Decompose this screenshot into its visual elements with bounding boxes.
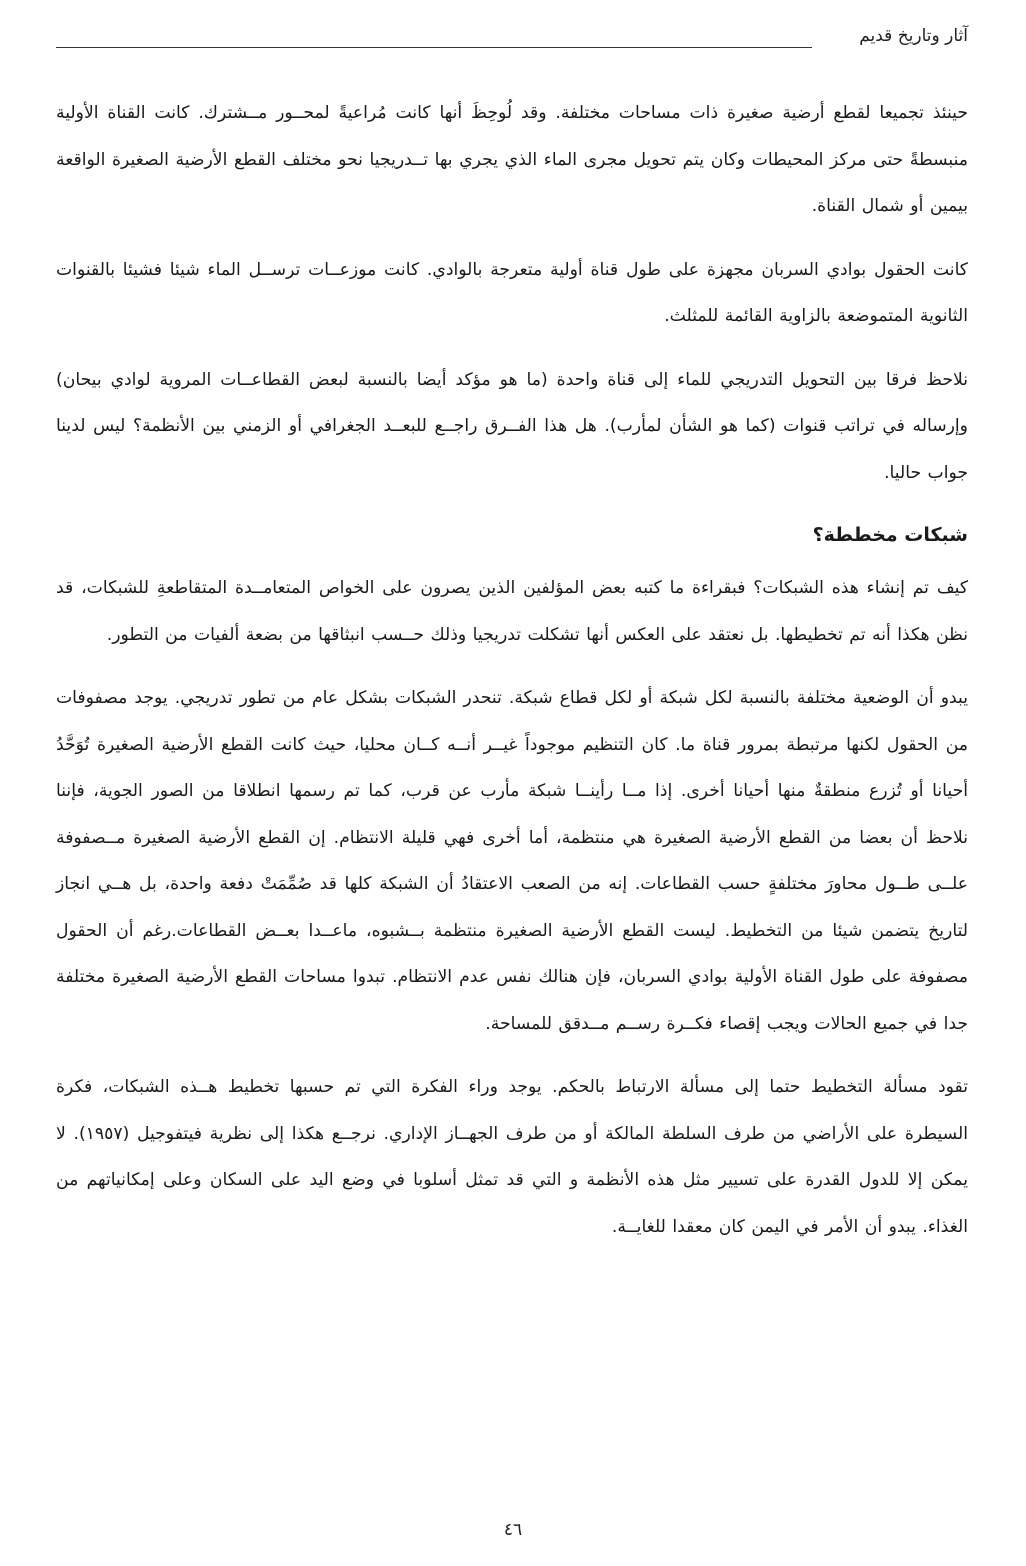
paragraph: تقود مسألة التخطيط حتما إلى مسألة الارتباط بالحكم. يوجد وراء الفكرة التي تم حسبها تخطيط هــذه الشبكات، فكرة السيطرة على الأراضي من طرف السلطة المالكة أو من طرف الجهــاز الإداري. نرجــع هكذا إلى نظرية فيتفوجيل (١٩٥٧). لا يمكن إلا للدول القدرة على تسيير مثل هذه الأنظمة و التي قد تمثل أسلوبا في وضع اليد على السكان وعلى إمكانياتهم من الغذاء. يبدو أن الأمر في اليمن كان معقدا للغايــة. <box>56 1077 968 1237</box>
paragraph: كيف تم إنشاء هذه الشبكات؟ فبقراءة ما كتبه بعض المؤلفين الذين يصرون على الخواص المتعامــدة المتقاطعةِ للشبكات، قد نظن هكذا أنه تم تخطيطها. بل نعتقد على العكس أنها تشكلت تدريجيا وذلك حــسب انبثاقها من بضعة ألفيات من التطور. <box>56 578 968 645</box>
running-header <box>56 22 968 54</box>
section-heading: شبكات مخططة؟ <box>812 524 968 546</box>
paragraph: حينئذ تجميعا لقطع أرضية صغيرة ذات مساحات مختلفة. وقد لُوحِظَ أنها كانت مُراعيةً لمحــور مــشترك. كانت القناة الأولية منبسطةً حتى مركز المحيطات وكان يتم تحويل مجرى الماء الذي يجري بها تــدريجيا نحو مختلف القطع الأرضية الصغيرة الواقعة بيمين أو شمال القناة. <box>56 103 968 216</box>
paragraph: يبدو أن الوضعية مختلفة بالنسبة لكل شبكة أو لكل قطاع شبكة. تنحدر الشبكات بشكل عام من تطور تدريجي. يوجد مصفوفات من الحقول لكنها مرتبطة بمرور قناة ما. كان التنظيم موجوداً غيــر أنــه كــان محليا، حيث كانت القطع الأرضية الصغيرة تُوَحَّدُ أحيانا أو تُزرع منطقةٌ منها أحيانا أخرى. إذا مــا رأينــا شبكة مأرب عن قرب، كما تم رسمها انطلاقا من الصور الجوية، فإننا نلاحظ أن بعضا من القطع الأرضية الصغيرة هي منتظمة، أما أخرى فهي قليلة الانتظام. إن القطع الأرضية الصغيرة مــصفوفة علــى طــول محاورَ مختلفةٍ حسب القطاعات. إنه من الصعب الاعتقادُ أن الشبكة كلها قد صُمِّمَتْ دفعة واحدة، بل هــي انجاز لتاريخ يتضمن شيئا من التخطيط. ليست القطع الأرضية الصغيرة منتظمة بــشبوه، ماعــدا بعــض القطاعات.رغم أن الحقول مصفوفة على طول القناة الأولية بوادي السربان، فإن هنالك نفس عدم الانتظام. تبدوا مساحات القطع الأرضية الصغيرة مختلفة جدا في جميع الحالات ويجب إقصاء فكــرة رســم مــدقق للمساحة. <box>56 688 968 1034</box>
header-rule <box>56 47 812 48</box>
body-text <box>56 90 968 1250</box>
paragraph: كانت الحقول بوادي السربان مجهزة على طول قناة أولية متعرجة بالوادي. كانت موزعــات ترســل الماء شيئا فشيئا بالقنوات الثانوية المتموضعة بالزاوية القائمة للمثلث. <box>56 259 968 326</box>
page-number: ٤٦ <box>503 1520 523 1540</box>
running-title: آثار وتاريخ قديم <box>859 26 968 46</box>
paragraph: نلاحظ فرقا بين التحويل التدريجي للماء إلى قناة واحدة (ما هو مؤكد أيضا بالنسبة لبعض القطاعــات المروية لوادي بيحان) وإرساله في تراتب قنوات (كما هو الشأن لمأرب). هل هذا الفــرق راجــع للبعــد الجغرافي أو الزمني بين الأنظمة؟ ليس لدينا جواب حاليا. <box>56 369 968 483</box>
